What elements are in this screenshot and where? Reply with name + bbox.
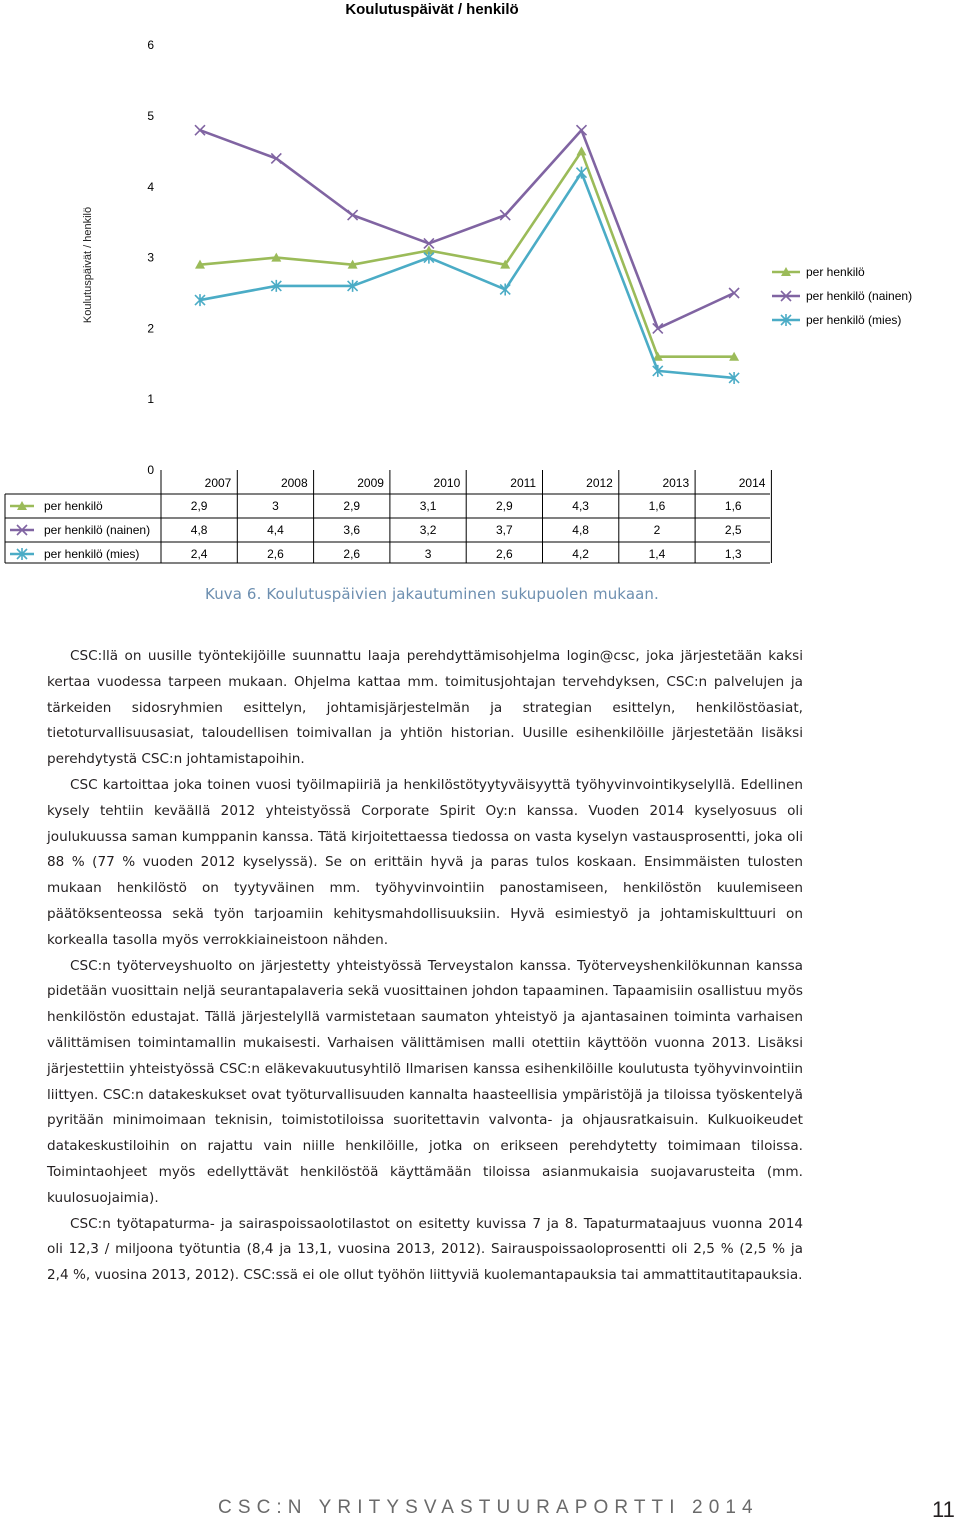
table-row-label: per henkilö <box>44 499 103 513</box>
page-number: 11 <box>932 1497 955 1522</box>
data-label: 3 <box>272 499 279 513</box>
data-label: 4,4 <box>267 523 284 537</box>
data-label: 2,6 <box>343 547 361 561</box>
body-text <box>47 644 803 1289</box>
data-label: 2,9 <box>496 499 513 513</box>
chart-title: Koulutuspäivät / henkilö <box>345 1 519 18</box>
x-tick-label: 2013 <box>662 476 690 490</box>
legend-label: per henkilö (nainen) <box>806 289 913 303</box>
data-label: 2,5 <box>724 523 742 537</box>
data-table <box>5 470 771 563</box>
data-label: 2,6 <box>496 547 513 561</box>
data-label: 3 <box>424 547 432 561</box>
y-tick-label: 4 <box>147 179 154 194</box>
data-label: 4,3 <box>572 499 589 513</box>
series-line <box>200 130 734 328</box>
table-row-label: per henkilö (mies) <box>44 547 140 561</box>
data-label: 1,6 <box>648 499 666 513</box>
line-chart <box>0 0 960 575</box>
data-point <box>577 167 587 179</box>
data-label: 3,2 <box>419 523 437 537</box>
data-label: 4,8 <box>190 523 208 537</box>
y-axis-ticks <box>147 38 154 477</box>
paragraph: CSC kartoittaa joka toinen vuosi työilmapiiriä ja henkilöstötyytyväisyyttä työhyvinvointikyselyllä. Edellinen kysely tehtiin keväällä 2012 yhteistyössä Corporate Spirit Oy:n kanssa. Vuoden 2014 kyselyosuus oli joulukuussa saman kumppanin kanssa. Tätä kirjoitettaessa tiedossa on vasta kyselyn vastausprosentti, joka oli 88 % (77 % vuoden 2012 kyselyssä). Se on erittäin hyvä ja paras tulos koskaan. Ensimmäisten tulosten mukaan henkilöstö on tyytyväinen mm. työhyvinvointiin panostamiseen, henkilöstön kuulemiseen päätöksenteossa sekä työn tarjoamiin kehitysmahdollisuuksiin. Hyvä esimiestyö ja johtamiskulttuuri on korkealla tasolla myös verrokkiaineistoon nähden. <box>47 776 803 948</box>
figure-caption: Kuva 6. Koulutuspäivien jakautuminen sukupuolen mukaan. <box>205 585 659 603</box>
data-label: 4,2 <box>572 547 589 561</box>
y-tick-label: 6 <box>147 38 154 53</box>
data-point <box>577 146 587 155</box>
legend-label: per henkilö <box>806 265 865 279</box>
paragraph: CSC:n työtapaturma- ja sairaspoissaolotilastot on esitetty kuvissa 7 ja 8. Tapaturmataajuus vuonna 2014 oli 12,3 / miljoona työtuntia (8,4 ja 13,1, vuosina 2013, 2012). Sairauspoissaoloprosentti oli 2,5 % (2,5 % ja 2,4 %, vuosina 2013, 2012). CSC:ssä ei ole ollut työhön liittyviä kuolemantapauksia tai ammattitautitapauksia. <box>47 1215 803 1284</box>
data-label: 3,6 <box>343 523 361 537</box>
paragraph: CSC:n työterveyshuolto on järjestetty yhteistyössä Terveystalon kanssa. Työterveyshenkilökunnan kanssa pidetään vuosittain neljä seurantapalaveria sekä vuosittainen johdon tapaaminen. Tapaamisiin osallistuu myös henkilöstön edustajat. Tällä järjestelyllä varmistetaan saumaton yhteistyö ja ajantasainen toiminta varhaisen välittämisen toimintamallin mukaisesti. Varhaisen välittämisen malli otettiin käyttöön vuonna 2013. Lisäksi järjestettiin yhteistyössä CSC:n eläkevakuutusyhtilö Ilmarisen kanssa esihenkilöille koulutusta työhyvinvointiin liittyen. CSC:n datakeskukset ovat työturvallisuuden kannalta haasteellisia ympäristöjä ja tiloissa työskentelyä pyritään minimoimaan teknisin, toimistotiloissa suoritettavin valvonta- ja ohjausratkaisuin. Kulkuoikeudet datakeskustiloihin on rajattu vain niille henkilöille, jotka on erikseen perehdytetty toimimaan tiloissa. Toimintaohjeet myös edellyttävät henkilöstöä käyttämään tiloissa asianmukaisia suojavarusteita (mm. kuulosuojaimia). <box>47 957 803 1206</box>
paragraph: CSC:llä on uusille työntekijöille suunnattu laaja perehdyttämisohjelma login@csc, joka järjestetään kaksi kertaa vuodessa tarpeen mukaan. Ohjelma kattaa mm. toimitusjohtajan tervehdyksen, CSC:n palvelujen ja tärkeiden sidosryhmien esittelyn, johtamisjärjestelmän ja strategian esittelyn, henkilöstöasiat, tietoturvallisuusasiat, taloudellisen toimivallan ja yhtiön historian. Uusille esihenkilöille järjestetään lisäksi perehdytystä CSC:n johtamistapoihin. <box>47 648 803 768</box>
data-point <box>729 288 739 298</box>
y-tick-label: 5 <box>147 109 154 123</box>
data-point <box>500 283 510 295</box>
x-tick-label: 2007 <box>204 476 232 490</box>
data-label: 1,6 <box>724 499 742 513</box>
footer-report-title: CSC:N YRITYSVASTUURAPORTTI 2014 <box>218 1497 759 1518</box>
plot-area <box>195 125 739 384</box>
data-label: 1,3 <box>724 547 742 561</box>
data-label: 2,9 <box>190 499 208 513</box>
legend <box>772 265 912 327</box>
table-row-label: per henkilö (nainen) <box>44 523 151 537</box>
x-tick-label: 2011 <box>510 476 537 490</box>
data-label: 3,1 <box>419 499 437 513</box>
y-tick-label: 3 <box>147 250 154 265</box>
x-tick-label: 2009 <box>357 476 384 490</box>
x-tick-label: 2014 <box>738 476 766 490</box>
data-label: 2,6 <box>267 547 284 561</box>
x-tick-label: 2012 <box>586 476 613 490</box>
y-axis-label: Koulutuspäivät / henkilö <box>82 206 94 324</box>
data-label: 2,9 <box>343 499 361 513</box>
data-label: 3,7 <box>496 523 513 537</box>
y-tick-label: 1 <box>147 392 154 407</box>
data-label: 4,8 <box>572 523 589 537</box>
series-line <box>200 151 734 356</box>
x-tick-label: 2010 <box>433 476 461 490</box>
data-label: 1,4 <box>648 547 666 561</box>
data-label: 2,4 <box>190 547 208 561</box>
x-tick-label: 2008 <box>280 476 308 490</box>
y-tick-label: 2 <box>147 321 154 336</box>
data-label: 2 <box>653 523 661 537</box>
legend-label: per henkilö (mies) <box>806 313 902 327</box>
y-tick-label: 0 <box>147 463 154 477</box>
